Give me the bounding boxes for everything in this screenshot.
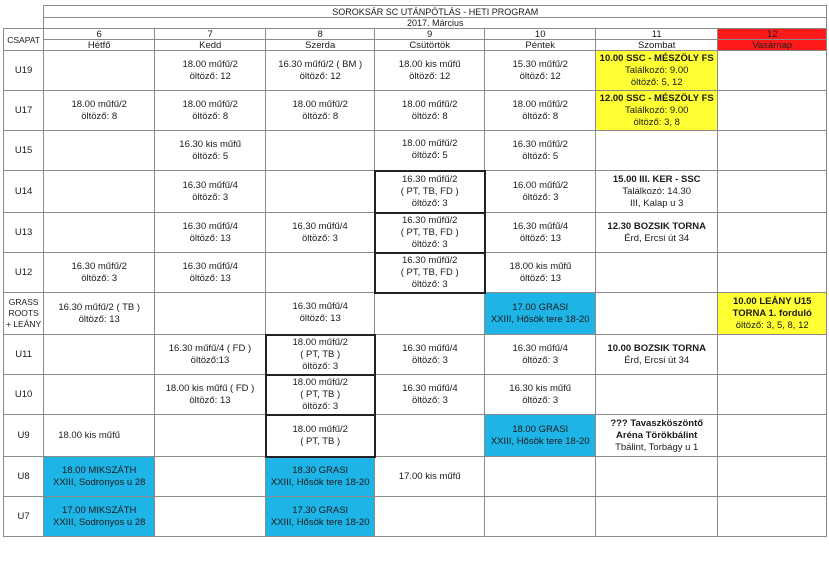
schedule-cell [155,131,266,171]
schedule-line: 18.00 műfű/2 [182,58,238,70]
schedule-cell [44,253,155,293]
schedule-line: 18.00 műfű/2 [71,98,127,110]
team-label: U19 [4,51,44,91]
schedule-cell [485,131,596,171]
schedule-cell [375,293,485,335]
schedule-cell [266,131,375,171]
table-row [4,171,827,213]
schedule-line: öltöző: 3 [411,354,448,366]
schedule-line: öltöző: 3 [522,354,559,366]
schedule-line: öltöző: 5 [192,150,229,162]
schedule-cell [44,213,155,253]
team-label: U13 [4,213,44,253]
schedule-cell [266,415,375,457]
schedule-line: 16.30 műfű/2 [401,254,458,266]
table-row [4,375,827,415]
table-row [4,457,827,497]
schedule-line: Találkozó: 9.00 [625,104,689,116]
schedule-line: öltöző: 5 [411,150,448,162]
schedule-line: III, Kalap u 3 [630,197,684,209]
day-number-6: 12 [718,29,827,40]
schedule-line: öltöző: 3 [302,360,339,372]
schedule-line: 18.00 műfű/2 [401,138,458,150]
schedule-line: 18.00 kis műfű [398,58,461,70]
schedule-line: XXIII, Hősök tere 18-20 [490,435,590,447]
schedule-line: 18.00 műfű/2 [292,336,348,348]
schedule-cell [375,51,485,91]
day-name-row [4,40,827,51]
schedule-cell [485,91,596,131]
schedule-cell [596,293,718,335]
schedule-cell [485,253,596,293]
schedule-cell [155,415,266,457]
schedule-cell [266,51,375,91]
team-label: U14 [4,171,44,213]
schedule-line: öltöző: 5, 12 [630,76,683,88]
schedule-cell [375,91,485,131]
schedule-cell [718,415,827,457]
schedule-cell [155,293,266,335]
schedule-line: 18.00 kis műfű [58,429,120,441]
schedule-line: 16.30 műfű/4 [402,382,458,394]
schedule-line: 16.30 műfű/4 ( FD ) [168,342,252,354]
schedule-line: 17.00 GRASI [512,301,569,313]
schedule-cell [596,51,718,91]
schedule-line: öltöző: 8 [411,110,448,122]
schedule-cell [375,497,485,537]
table-row [4,415,827,457]
schedule-line: öltöző: 3 [302,400,339,412]
schedule-line: TORNA 1. forduló [732,307,812,319]
schedule-cell [266,253,375,293]
schedule-line: 16.30 műfű/4 [292,301,348,313]
schedule-cell [44,415,155,457]
schedule-line: öltöző: 13 [519,272,562,284]
schedule-cell [266,293,375,335]
schedule-cell [718,335,827,375]
schedule-cell [718,213,827,253]
schedule-line: 16.30 műfű/4 [402,342,458,354]
schedule-line: 15.30 műfű/2 [512,58,568,70]
schedule-cell [375,415,485,457]
team-label-line: + LEÁNY [6,319,42,329]
schedule-line: ??? Tavaszköszöntő [610,417,704,429]
schedule-line: XXIII, Sodronyos u 28 [52,476,146,488]
schedule-cell [44,91,155,131]
schedule-line: öltöző: 13 [189,232,231,244]
schedule-line: 18.00 kis műfű [509,260,572,272]
schedule-line: Találkozó: 9.00 [625,64,689,76]
schedule-line: öltöző:13 [190,354,230,366]
schedule-line: 10.00 SSC - MÉSZÖLY FS [599,52,714,64]
day-name-3: Csütörtök [375,40,485,51]
schedule-cell [155,213,266,253]
table-row [4,213,827,253]
schedule-line: 15.00 III. KER - SSC [612,173,701,185]
schedule-line: Érd, Ercsi út 34 [624,232,690,244]
schedule-line: 18.00 műfű/2 [292,98,348,110]
schedule-line: 18.00 műfű/2 [292,423,348,435]
schedule-cell [596,213,718,253]
schedule-line: 16.00 műfű/2 [512,179,569,191]
schedule-cell [44,51,155,91]
schedule-line: öltöző: 3 [522,394,559,406]
day-number-2: 8 [266,29,375,40]
schedule-line: 16.30 műfű/4 [182,220,238,232]
schedule-cell [596,497,718,537]
schedule-line: 16.30 műfű/4 [512,220,569,232]
schedule-cell [155,253,266,293]
schedule-cell [375,213,485,253]
schedule-line: 10.00 LEÁNY U15 [732,295,812,307]
schedule-cell [596,131,718,171]
schedule-cell [44,293,155,335]
schedule-line: öltöző: 12 [189,70,231,82]
schedule-line: öltöző: 3 [411,394,448,406]
schedule-line: 18.00 műfű/2 [401,98,458,110]
schedule-line: ( PT, TB ) [300,435,341,447]
team-label: U11 [4,335,44,375]
title-row [4,6,827,18]
schedule-cell [718,293,827,335]
schedule-line: 18.00 műfű/2 [292,376,348,388]
schedule-line: 16.30 műfű/4 [292,220,348,232]
day-number-1: 7 [155,29,266,40]
schedule-cell [44,335,155,375]
schedule-cell [718,131,827,171]
day-number-3: 9 [375,29,485,40]
schedule-cell [485,415,596,457]
team-label [4,293,44,335]
schedule-cell [718,497,827,537]
schedule-cell [44,131,155,171]
schedule-line: 18.00 műfű/2 [182,98,238,110]
schedule-line: öltöző: 13 [189,394,231,406]
schedule-line: 12.00 SSC - MÉSZÖLY FS [599,92,714,104]
schedule-line: 16.30 műfű/2 ( BM ) [278,58,363,70]
team-label: U9 [4,415,44,457]
schedule-line: 18.00 műfű/2 [512,98,568,110]
schedule-line: XXIII, Hősök tere 18-20 [270,516,370,528]
schedule-line: öltöző: 3 [411,278,448,290]
schedule-cell [375,253,485,293]
schedule-cell [44,497,155,537]
schedule-line: 12.30 BOZSIK TORNA [607,220,706,232]
schedule-line: 18.30 GRASI [292,464,349,476]
day-name-4: Péntek [485,40,596,51]
table-row [4,497,827,537]
day-number-4: 10 [485,29,596,40]
schedule-cell [485,457,596,497]
table-row [4,51,827,91]
schedule-line: öltöző: 3 [81,272,118,284]
team-label-line: ROOTS [8,308,39,318]
schedule-cell [155,335,266,375]
schedule-line: öltöző: 3 [411,197,448,209]
day-name-6: Vasárnap [718,40,827,51]
table-row [4,91,827,131]
schedule-cell [155,91,266,131]
schedule-line: 18.00 GRASI [512,423,569,435]
schedule-line: öltöző: 8 [192,110,229,122]
schedule-line: öltöző: 12 [299,70,341,82]
day-number-0: 6 [44,29,155,40]
schedule-cell [44,171,155,213]
schedule-line: öltöző: 3, 8 [633,116,680,128]
schedule-line: öltöző: 3 [522,191,559,203]
schedule-cell [266,497,375,537]
schedule-cell [375,457,485,497]
schedule-cell [718,51,827,91]
schedule-line: öltöző: 12 [409,70,451,82]
schedule-line: öltöző: 3 [192,191,229,203]
schedule-cell [44,375,155,415]
day-name-5: Szombat [596,40,718,51]
schedule-cell [375,131,485,171]
table-row [4,335,827,375]
subtitle-row [4,18,827,29]
schedule-cell [596,375,718,415]
day-number-5: 11 [596,29,718,40]
team-label: U7 [4,497,44,537]
schedule-cell [375,171,485,213]
day-number-row [4,29,827,40]
schedule-line: öltöző: 8 [522,110,559,122]
schedule-line: öltöző: 8 [81,110,118,122]
schedule-line: 16.30 kis műfű [509,382,572,394]
schedule-line: Találkozó: 14.30 [622,185,692,197]
schedule-cell [266,457,375,497]
schedule-cell [266,375,375,415]
day-name-0: Hétfő [44,40,155,51]
schedule-line: Érd, Ercsi út 34 [624,354,690,366]
schedule-cell [596,335,718,375]
schedule-cell [485,293,596,335]
month-subtitle: 2017. Március [44,18,827,29]
schedule-cell [375,335,485,375]
schedule-cell [718,171,827,213]
schedule-cell [155,457,266,497]
schedule-cell [266,171,375,213]
schedule-cell [266,335,375,375]
table-row [4,293,827,335]
schedule-cell [596,171,718,213]
day-name-1: Kedd [155,40,266,51]
schedule-cell [44,457,155,497]
schedule-cell [155,375,266,415]
schedule-line: XXIII, Hősök tere 18-20 [490,313,590,325]
team-label: U12 [4,253,44,293]
schedule-line: 16.30 műfű/4 [512,342,568,354]
day-name-2: Szerda [266,40,375,51]
schedule-cell [718,253,827,293]
schedule-line: 16.30 műfű/4 [182,260,238,272]
table-row [4,131,827,171]
schedule-cell [155,497,266,537]
schedule-cell [596,253,718,293]
schedule-line: 16.30 kis műfű [179,138,242,150]
schedule-line: 16.30 műfű/2 ( TB ) [58,301,141,313]
schedule-line: öltöző: 5 [522,150,559,162]
schedule-line: öltöző: 13 [299,313,341,325]
schedule-line: 18.00 MIKSZÁTH [61,464,137,476]
table-row [4,253,827,293]
corner-cell [4,6,44,29]
schedule-cell [718,91,827,131]
schedule-line: 16.30 műfű/2 [512,138,568,150]
schedule-cell [485,375,596,415]
schedule-cell [155,171,266,213]
schedule-line: 18.00 kis műfű ( FD ) [165,382,255,394]
schedule-line: ( PT, TB, FD ) [400,185,459,197]
team-label: U15 [4,131,44,171]
schedule-line: ( PT, TB, FD ) [400,226,459,238]
schedule-line: XXIII, Sodronyos u 28 [52,516,146,528]
schedule-line: 16.30 műfű/2 [71,260,127,272]
schedule-cell [596,457,718,497]
schedule-line: 17.00 MIKSZÁTH [61,504,137,516]
team-label: U17 [4,91,44,131]
schedule-line: ( PT, TB ) [300,388,341,400]
schedule-line: öltöző: 13 [78,313,120,325]
team-label-line: GRASS [8,297,39,307]
schedule-cell [485,51,596,91]
schedule-line: XXIII, Hősök tere 18-20 [270,476,370,488]
schedule-line: 16.30 műfű/2 [401,214,458,226]
schedule-cell [375,375,485,415]
schedule-table [3,5,827,537]
schedule-line: 17.00 kis műfű [398,470,461,482]
csapat-header: CSAPAT [4,29,44,51]
schedule-cell [485,497,596,537]
schedule-line: 16.30 műfű/2 [401,173,458,185]
schedule-line: Aréna Törökbálint [616,429,698,441]
schedule-cell [718,457,827,497]
schedule-cell [485,213,596,253]
schedule-cell [155,51,266,91]
schedule-line: Tbálint, Torbágy u 1 [615,441,699,453]
schedule-cell [596,415,718,457]
schedule-cell [596,91,718,131]
schedule-cell [485,171,596,213]
schedule-line: öltöző: 13 [519,232,562,244]
team-label: U8 [4,457,44,497]
schedule-line: öltöző: 3 [411,238,448,250]
schedule-line: ( PT, TB, FD ) [400,266,459,278]
schedule-line: ( PT, TB ) [300,348,341,360]
schedule-cell [485,335,596,375]
schedule-line: 10.00 BOZSIK TORNA [607,342,706,354]
schedule-line: öltöző: 13 [189,272,231,284]
schedule-cell [266,91,375,131]
schedule-cell [266,213,375,253]
schedule-line: 17.30 GRASI [292,504,349,516]
schedule-line: öltöző: 3, 5, 8, 12 [735,319,809,331]
schedule-line: 16.30 műfű/4 [182,179,238,191]
schedule-line: öltöző: 12 [519,70,561,82]
schedule-cell [718,375,827,415]
team-label: U10 [4,375,44,415]
page-title: SOROKSÁR SC UTÁNPÓTLÁS - HETI PROGRAM [44,6,827,18]
schedule-line: öltöző: 3 [301,232,338,244]
schedule-line: öltöző: 8 [302,110,339,122]
